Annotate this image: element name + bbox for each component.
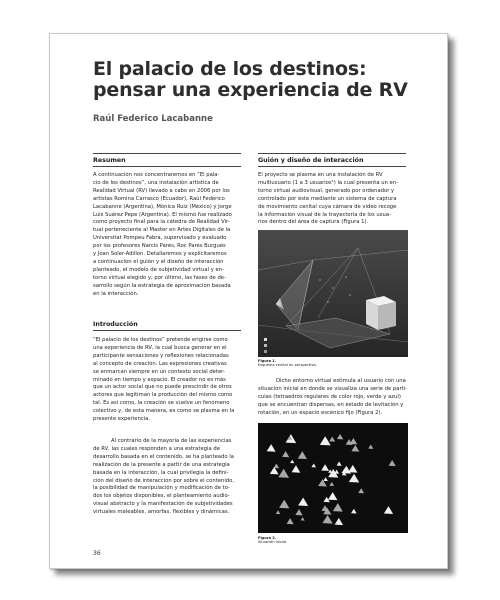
particle [335,518,343,525]
text-line: A continuación nos concentraremos en “El pala- [93,172,220,178]
guion-paragraph-2 [258,378,418,418]
text-line: tual perteneciente al Master en Artes Digitales de la [93,227,231,234]
particle [298,451,307,459]
text-line: artistas Romina Carrasco (Ecuador), Raúl Federico [93,195,225,202]
text-line: situación inicial en donde se visualiza una serie de partí- [258,385,408,392]
text-line: tal. Es así como, la creación se vuelve un fenómeno [93,400,230,407]
text-line: la posibilidad de manipulación y modificación de to- [93,485,230,492]
text-line: de movimiento cenital cuya cámara de vídeo recoge [258,203,397,210]
text-line: culas (tetraedros regulares de color rojo, verde y azul) [258,393,401,400]
particle [290,460,294,464]
text-line: Luis Suárez Pepe (Argentina). El mismo fue realizado [93,211,232,218]
text-line: participante sensaciones y reflexiones relacionadas [93,352,229,359]
right-rule-bottom [258,166,406,167]
figure-1-label: Figura 1. [258,359,277,363]
intro-paragraph-2 [93,438,253,517]
particle [301,517,305,520]
particle [287,518,294,524]
figure-1-text: Esquema cenital en perspectiva. [258,363,317,368]
particle [322,515,332,524]
text-line: Al contrario de la mayoría de las experiencias [111,438,232,444]
figure-1-caption [258,359,317,368]
particle [351,445,359,452]
particle [298,497,308,506]
text-line: Universitat Pompeu Fabra, supervisado y evaluado [93,235,227,242]
text-line: se enmarcan siempre en un contexto social deter- [93,368,225,375]
particle [389,460,396,466]
text-line: realización de la presente a partir de una estrategia [93,461,230,468]
particle [337,462,342,466]
text-line: visual abstracto y la manifestación de subjetividades [93,501,233,508]
text-line: en la interacción. [93,290,139,297]
figure-1-image [258,230,408,357]
particle [276,510,281,514]
text-line: basada en la interacción, la cual privilegia la defini- [93,469,229,476]
text-line: colectivo y, de esta manera, es como se plasma en la [93,408,235,415]
particle [278,469,289,478]
particle [282,451,289,457]
text-line: que se encuentran dispersas, en estado de levitación y [258,401,404,408]
text-line: por los profesores Narcís Parés, Roc Parés Burguès [93,243,226,250]
right-rule-top [258,153,406,154]
article-title [93,59,413,101]
text-line: multiusuario (1 a 3 usuarios¹) la cual presenta un en- [258,179,398,186]
paper-page [49,33,448,569]
particle [384,506,393,514]
text-line: de RV, las cuales responden a una estrategia de [93,445,220,452]
figure-2-image [258,423,408,533]
text-line: que un actor social que no puede prescindir de otros [93,384,232,391]
intro-heading: Introducción [93,321,138,328]
text-line: rios dentro del área de captura (Figura 1). [258,219,369,226]
text-line: ción del diseño de interacción por sobre el contenido, [93,477,234,484]
figure-2-label: Figura 2. [258,536,277,540]
particle [311,464,316,468]
particle [328,492,338,500]
particle [329,482,334,486]
particle [358,488,364,493]
text-line: al concepto de creación. Las expresiones creativas [93,360,227,367]
resumen-heading: Resumen [93,157,126,164]
text-line: torno virtual audiovisual, generado por ordenador y [258,187,395,194]
figure-2-caption [258,536,287,545]
text-line: sarrollo según la estrategia de aproximación basada [93,282,231,289]
text-line: Lacabanne (Argentina), Mónica Ruiz (México) y Jorge [93,203,232,210]
figure-2-text: Situación inicial. [258,540,288,545]
author-name: Raúl Federico Lacabanne [93,114,213,124]
guion-heading: Guión y diseño de interacción [258,157,364,164]
guion-paragraph-1 [258,172,418,227]
particle [351,509,357,514]
page-number: 36 [93,550,101,557]
left-rule-top [93,153,241,154]
text-line: planteado, el modelo de subjetividad virtual y en- [93,266,224,273]
text-line: virtuales maleables, amorfas, flexibles y dinámicas. [93,509,230,516]
text-line: cio de los destinos”, una instalación artística de [93,179,219,186]
intro-paragraph-1 [93,337,253,424]
left-rule-bottom [93,166,241,167]
text-line: desarrollo basada en el contenido, se ha planteado la [93,453,234,460]
title-line-2: pensar una experiencia de RV [93,79,408,101]
particle [274,463,280,468]
particle [349,474,359,483]
particle [321,464,329,471]
text-line: Dicho entorno virtual estimula al usuario con una [276,378,406,384]
text-line: torno virtual elegido y, por último, las fases de de- [93,274,226,281]
text-line: “El palacio de los destinos” pretende erigirse como [93,337,228,343]
particle [342,466,351,474]
particle [329,437,335,442]
text-line: presente experiencia. [93,416,151,423]
text-line: y Joan Soler-Adillon. Detallaremos y explicitaremos [93,251,227,258]
particle [292,465,301,472]
text-line: la información visual de la trayectoria de los usua- [258,211,391,218]
text-line: una experiencia de RV, la cual busca generar en el [93,344,227,351]
text-line: como proyecto final para la cátedra de Realidad Vir- [93,219,230,226]
text-line: actores que legitiman la producción del mismo como [93,392,233,399]
particle [295,509,302,515]
text-line: rotación, en un espacio escénico fijo (Figura 2). [258,409,383,416]
particle [348,465,357,473]
particle [267,444,276,452]
text-line: a continuación el guión y el diseño de interacción [93,258,224,265]
text-line: minado en tiempo y espacio. El creador no es más [93,376,226,383]
text-line: El proyecto se plasma en una instalación de RV [258,172,383,178]
text-line: controlado por éste mediante un sistema de captura [258,195,397,202]
text-line: Realidad Virtual (RV) llevado a cabo en 2006 por los [93,187,230,194]
text-line: dos los objetos disponibles, el planteamiento audio- [93,493,230,500]
particle [320,436,331,445]
particle [368,444,373,448]
particle [337,434,343,439]
intro-rule [93,330,241,331]
title-line-1: El palacio de los destinos: [93,58,367,80]
resumen-paragraph [93,172,253,299]
particle [323,477,328,481]
particle [279,500,289,509]
particle [333,503,343,511]
